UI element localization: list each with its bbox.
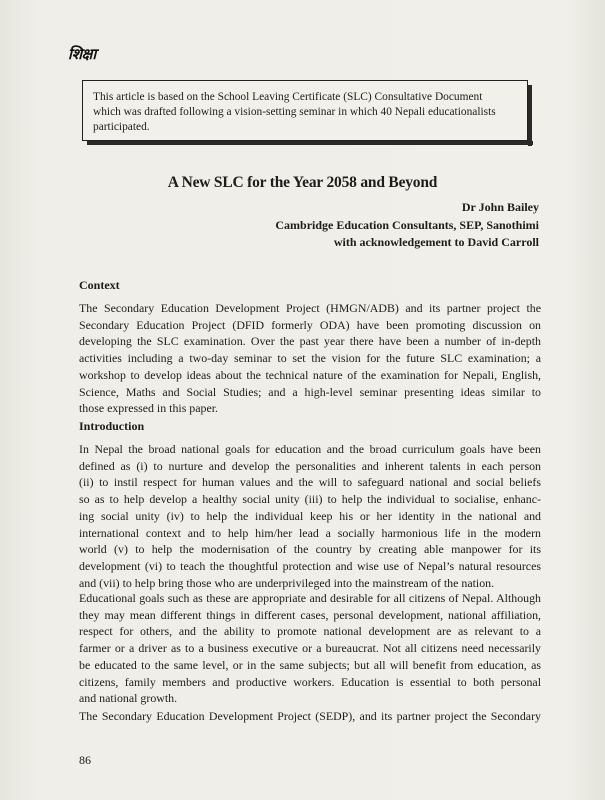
- byline: [275, 199, 539, 252]
- box-shadow-bottom: [87, 141, 533, 145]
- box-shadow-right: [528, 85, 532, 146]
- text-line: so as to help develop a healthy social unity (iii) to help the individual to socialise, enhanc-: [79, 492, 541, 507]
- text-line: respect for others, and the ability to promote national development are as relevant to a: [79, 624, 541, 639]
- introduction-paragraph-1: [79, 441, 541, 591]
- text-line: In Nepal the broad national goals for education and the broad curriculum goals have been: [79, 442, 541, 456]
- text-line: and (vii) to help bring those who are underprivileged into the mainstream of the nation.: [79, 575, 495, 590]
- author-affiliation: Cambridge Education Consultants, SEP, Sanothimi: [275, 217, 539, 232]
- text-line: (ii) to instil respect for human values and the will to safeguard national and social beliefs: [79, 475, 541, 490]
- note-line: This article is based on the School Leaving Certificate (SLC) Consultative Document: [93, 91, 483, 103]
- text-line: ing social unity (iv) to help the individual keep his or her identity in the national and: [79, 508, 541, 523]
- text-line: workshop to develop ideas about the technical nature of the examination for Nepali, English,: [79, 367, 541, 382]
- text-line: world (v) to help the modernisation of the country by creating able manpower for its: [79, 542, 541, 557]
- text-line: those expressed in this paper.: [79, 401, 219, 416]
- text-line: farmer or a driver as to a business executive or a bureaucrat. Not all citizens need necessarily: [79, 641, 541, 656]
- text-line: Secondary Education Project (DFID formerly ODA) have been promoting discussion on: [79, 317, 541, 332]
- context-paragraph: [79, 300, 541, 417]
- journal-logo: शिक्षा: [68, 45, 96, 63]
- text-line: development (vi) to teach the thoughtful protection and wise use of Nepal’s natural resources: [79, 558, 541, 573]
- introduction-paragraph-2: [79, 590, 541, 707]
- text-line: The Secondary Education Development Project (HMGN/ADB) and its partner project the: [79, 301, 541, 315]
- text-line: Science, Maths and Social Studies; and a high-level seminar presenting ideas similar to: [79, 384, 541, 399]
- introduction-paragraph-3: [79, 708, 541, 725]
- text-line: be educated to the same level, or in the same subjects; but all will benefit from education, as: [79, 657, 541, 672]
- text-line: developing the SLC examination. Over the past year there have been a number of in-depth: [79, 334, 541, 349]
- text-line: activities including a two-day seminar to set the vision for the future SLC examination; a: [79, 351, 541, 366]
- section-heading-introduction: Introduction: [79, 419, 145, 433]
- section-heading-context: Context: [79, 278, 120, 292]
- text-line: citizens, family members and productive workers. Education is essential to both personal: [79, 674, 541, 689]
- text-line: defined as (i) to nurture and develop the personalities and inherent talents in each person: [79, 458, 541, 473]
- page-number: 86: [79, 753, 91, 767]
- author-name: Dr John Bailey: [461, 200, 539, 214]
- text-line: international context and to help him/her lead a socially harmonious life in the modern: [79, 525, 541, 540]
- article-note-box: [82, 80, 528, 141]
- text-line: The Secondary Education Development Project (SEDP), and its partner project the Secondary: [79, 709, 541, 723]
- note-line: which was drafted following a vision-setting seminar in which 40 Nepali educationalists: [93, 106, 496, 118]
- text-line: and national growth.: [79, 691, 178, 706]
- article-title: A New SLC for the Year 2058 and Beyond: [167, 174, 438, 191]
- note-line: participated.: [93, 121, 150, 133]
- text-line: they may mean different things in different cases, personal development, national affiliation,: [79, 607, 541, 622]
- text-line: Educational goals such as these are appropriate and desirable for all citizens of Nepal. Although: [79, 591, 541, 605]
- acknowledgement: with acknowledgement to David Carroll: [333, 235, 539, 249]
